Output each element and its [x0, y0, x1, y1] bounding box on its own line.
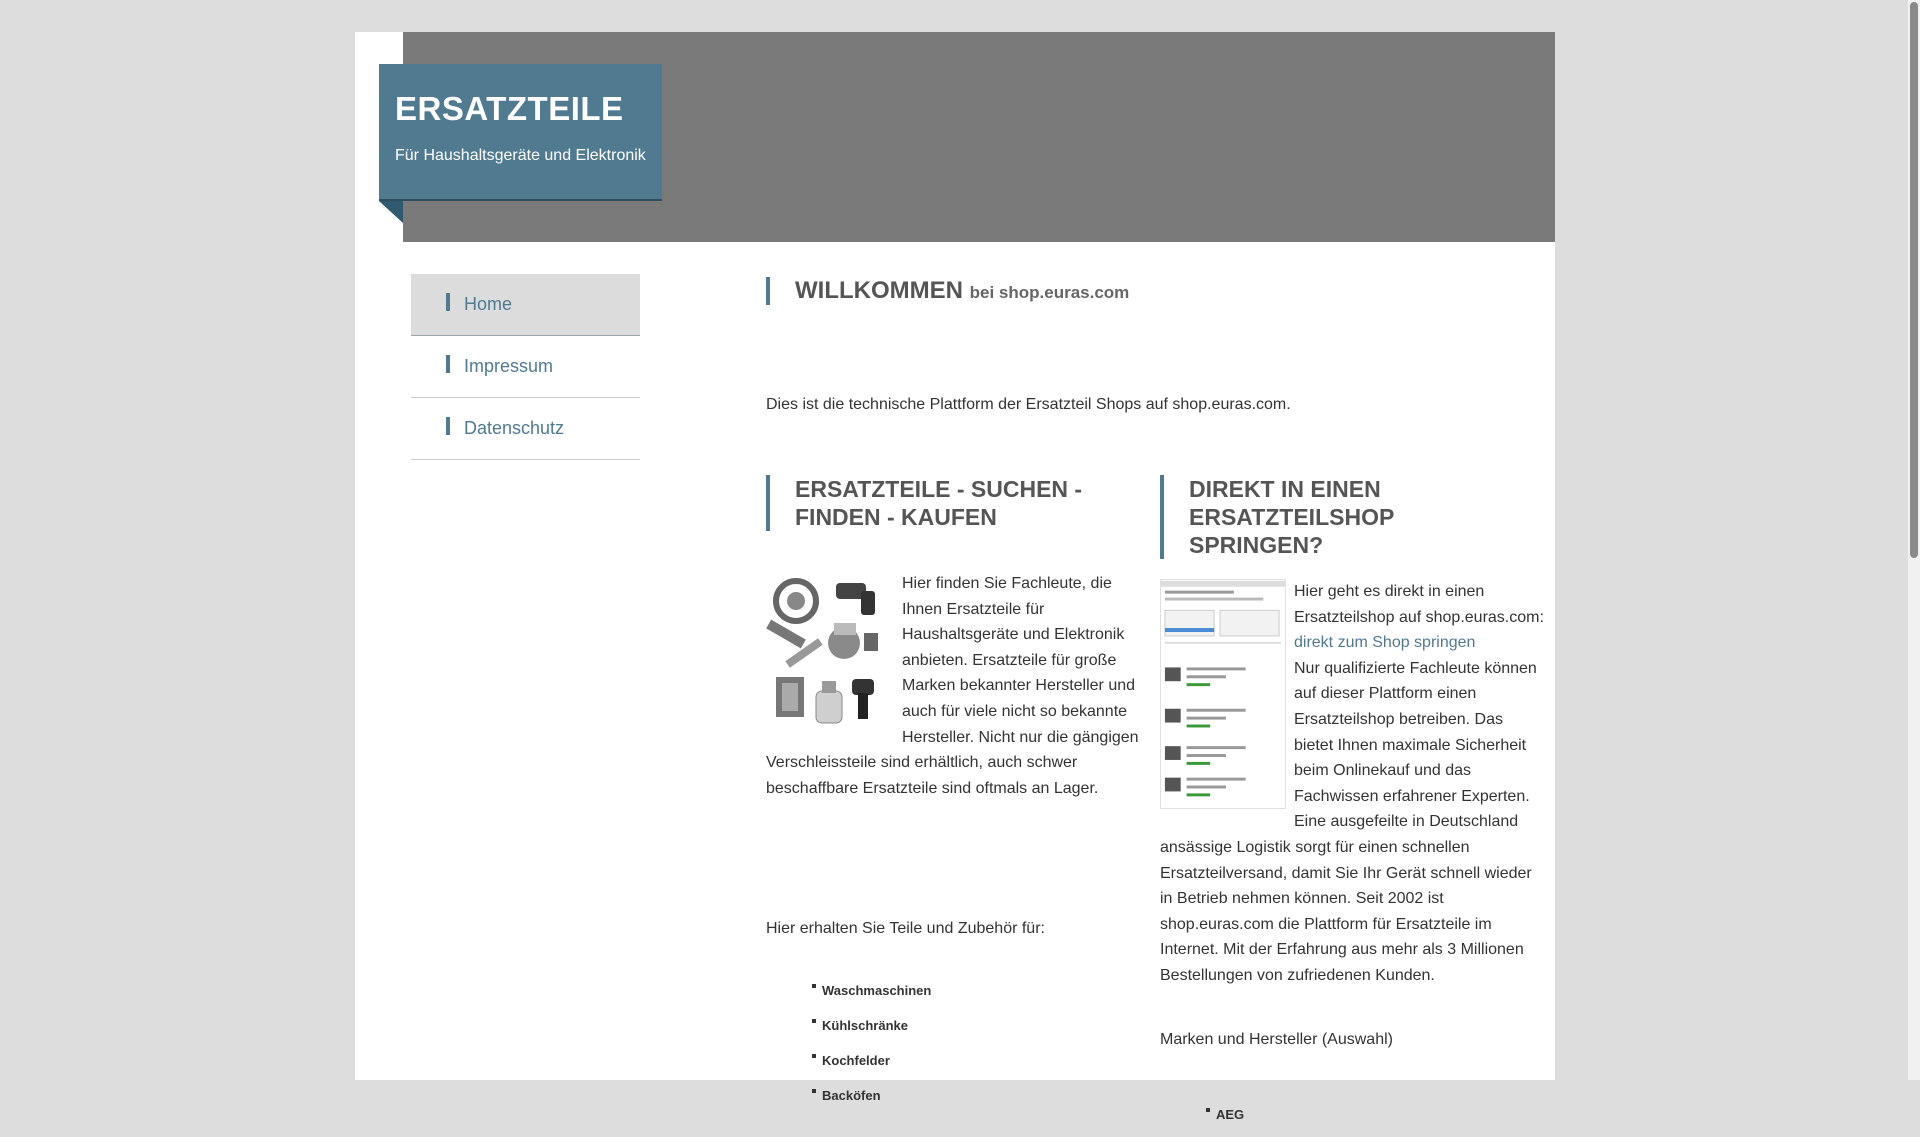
- left-column: [766, 475, 1141, 1118]
- list-item: AEG: [1216, 1102, 1545, 1137]
- site-logo[interactable]: [379, 64, 662, 201]
- scrollbar-thumb[interactable]: [1910, 2, 1918, 558]
- logo-corner-decoration: [379, 201, 403, 223]
- list-item: Kochfelder: [822, 1048, 1141, 1083]
- nav-item-home[interactable]: [411, 274, 640, 336]
- sidebar-nav: [411, 274, 640, 460]
- left-column-text: Hier finden Sie Fachleute, die Ihnen Ersatzteile für Haushaltsgeräte und Elektronik anbieten. Ersatzteile für große Marken bekannter Hersteller und auch für viele nicht so bekannte Hersteller. Nicht nur die gängigen Verschleissteile sind erhältlich, auch schwer beschaffbare Ersatzteile sind oftmals an Lager.: [766, 575, 1139, 797]
- spare-parts-image: [766, 571, 892, 731]
- parts-list-intro: Hier erhalten Sie Teile und Zubehör für:: [766, 920, 1045, 938]
- welcome-heading: [766, 277, 1129, 305]
- nav-marker-icon: [446, 293, 450, 311]
- nav-item-label: Impressum: [464, 356, 554, 376]
- vertical-scrollbar[interactable]: [1908, 0, 1920, 1080]
- right-column: [1160, 475, 1545, 1137]
- welcome-heading-main: WILLKOMMEN: [795, 277, 963, 304]
- nav-marker-icon: [446, 417, 450, 435]
- list-item: Waschmaschinen: [822, 978, 1141, 1013]
- nav-item-label: Datenschutz: [464, 418, 565, 438]
- shop-link[interactable]: direkt zum Shop springen: [1294, 634, 1476, 652]
- nav-marker-icon: [446, 355, 450, 373]
- shop-screenshot-image[interactable]: [1160, 579, 1286, 809]
- right-column-heading: DIREKT IN EINEN ERSATZTEILSHOP SPRINGEN?: [1160, 475, 1545, 559]
- nav-item-datenschutz[interactable]: [411, 398, 640, 460]
- nav-item-impressum[interactable]: [411, 336, 640, 398]
- right-column-body: [1160, 579, 1545, 1137]
- nav-item-label: Home: [464, 294, 513, 314]
- intro-text: Dies ist die technische Plattform der Ersatzteil Shops auf shop.euras.com.: [766, 396, 1291, 413]
- page-container: [355, 32, 1555, 1123]
- list-item: Kühlschränke: [822, 1013, 1141, 1048]
- right-column-text: Nur qualifizierte Fachleute können auf dieser Plattform einen Ersatzteilshop betreiben. Das bietet Ihnen maximale Sicherheit beim Onlinekauf und das Fachwissen erfahrener Experten. Eine ausgefeilte in Deutschland ansässige Logistik sorgt für einen schnellen Ersatzteilversand, damit Sie Ihr Gerät schnell wieder in Betrieb nehmen können. Seit 2002 ist shop.euras.com die Plattform für Ersatzteile im Internet. Mit der Erfahrung aus mehr als 3 Millionen Bestellungen von zufriedenen Kunden.: [1160, 659, 1537, 984]
- shop-intro-text: Hier geht es direkt in einen Ersatzteilshop auf shop.euras.com:: [1294, 583, 1544, 626]
- left-column-heading: ERSATZTEILE - SUCHEN - FINDEN - KAUFEN: [766, 475, 1141, 531]
- left-column-body: [766, 571, 1141, 1118]
- site-title: ERSATZTEILE: [395, 90, 624, 127]
- welcome-heading-small: bei shop.euras.com: [969, 283, 1130, 302]
- brands-intro: Marken und Hersteller (Auswahl): [1160, 1030, 1393, 1048]
- parts-list: [766, 978, 1141, 1118]
- site-subtitle: Für Haushaltsgeräte und Elektronik: [395, 147, 646, 164]
- list-item: Backöfen: [822, 1083, 1141, 1118]
- brands-list: [1160, 1102, 1545, 1137]
